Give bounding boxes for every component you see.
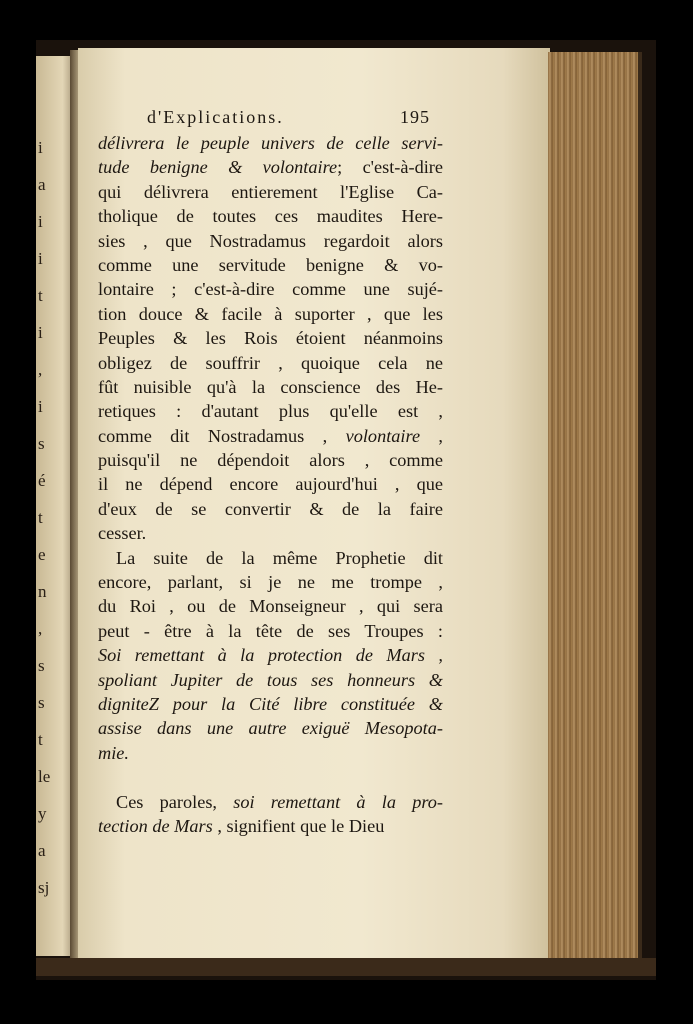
text-segment: La suite de la même Prophetie dit: [116, 547, 443, 568]
text-segment: digniteZ pour la Cité libre constituée &: [98, 693, 443, 714]
left-page-fragment: y: [38, 804, 47, 823]
text-segment: ,: [420, 425, 443, 446]
left-page-fragment: t: [38, 286, 43, 305]
text-line: [98, 180, 443, 204]
left-page-fragment: sj: [38, 878, 50, 897]
text-line: [98, 594, 443, 618]
text-segment: comme dit Nostradamus ,: [98, 425, 346, 446]
text-line: [98, 229, 443, 253]
left-page-fragment: i: [38, 212, 43, 231]
page-number: 195: [400, 107, 430, 127]
text-segment: cesser.: [98, 523, 147, 544]
text-segment: tholique de toutes ces maudites Here-: [98, 206, 443, 227]
text-segment: ; c'est-à-dire: [337, 157, 443, 178]
text-segment: tection de Mars: [98, 815, 213, 836]
text-line: [98, 692, 443, 716]
text-line: [98, 326, 443, 350]
book-spine-bottom: [36, 958, 656, 976]
text-line: [98, 619, 443, 643]
text-line: [98, 155, 443, 179]
text-line: [98, 351, 443, 375]
left-page-fragment: e: [38, 545, 46, 564]
left-page-fragment: le: [38, 767, 51, 786]
text-segment: d'eux de se convertir & de la faire: [98, 498, 443, 519]
text-line: [98, 790, 443, 814]
text-line: [98, 472, 443, 496]
text-segment: puisqu'il ne dépendoit alors , comme: [98, 450, 443, 471]
text-segment: retiques : d'autant plus qu'elle est ,: [98, 401, 443, 422]
text-line: [98, 302, 443, 326]
left-page-fragment: é: [38, 471, 46, 490]
text-line: [98, 448, 443, 472]
left-page-fragment: s: [38, 434, 45, 453]
text-segment: Peuples & les Rois étoient néanmoins: [98, 328, 443, 349]
left-page-fragment: t: [38, 508, 43, 527]
text-segment: du Roi , ou de Monseigneur , qui sera: [98, 596, 443, 617]
text-segment: peut - être à la tête de ses Troupes :: [98, 620, 443, 641]
text-segment: assise dans une autre exiguë Mesopota-: [98, 718, 443, 739]
left-page-fragment: ,: [38, 360, 43, 379]
text-segment: obligez de souffrir , quoique cela ne: [98, 352, 443, 373]
text-segment: Soi remettant à la protection de Mars ,: [98, 645, 443, 666]
text-segment: tion douce & facile à suporter , que les: [98, 303, 443, 324]
text-segment: il ne dépend encore aujourd'hui , que: [98, 474, 443, 495]
text-line: [98, 131, 443, 155]
text-line: [98, 253, 443, 277]
text-line: [98, 716, 443, 740]
text-segment: mie.: [98, 742, 129, 763]
left-page-fragment: i: [38, 249, 43, 268]
left-page-fragment: i: [38, 138, 43, 157]
text-segment: soi remettant à la pro-: [233, 791, 443, 812]
text-segment: comme une servitude benigne & vo-: [98, 254, 443, 275]
text-line: [98, 765, 443, 789]
text-segment: lontaire ; c'est-à-dire comme une sujé-: [98, 279, 443, 300]
left-page-fragment: a: [38, 841, 46, 860]
text-line: [98, 497, 443, 521]
text-segment: Ces paroles,: [116, 791, 234, 812]
text-line: [98, 643, 443, 667]
text-segment: spoliant Jupiter de tous ses honneurs &: [98, 669, 443, 690]
text-segment: fût nuisible qu'à la conscience des He-: [98, 376, 443, 397]
text-line: [98, 814, 443, 838]
text-segment: tude benigne & volontaire: [98, 157, 338, 178]
left-page-edge: [36, 56, 74, 956]
text-line: [98, 277, 443, 301]
text-line: [98, 399, 443, 423]
left-page-fragment: t: [38, 730, 43, 749]
left-page-fragment: ,: [38, 619, 43, 638]
body-text: [98, 131, 443, 838]
running-head-title: d'Explications.: [147, 107, 284, 127]
text-segment: délivrera le peuple univers de celle servi-: [98, 133, 443, 153]
left-page-fragment: i: [38, 397, 43, 416]
left-page-fragment: i: [38, 323, 43, 342]
text-segment: qui délivrera entierement l'Eglise Ca-: [98, 181, 443, 202]
text-line: [98, 521, 443, 545]
text-line: [98, 204, 443, 228]
text-line: [98, 424, 443, 448]
text-line: [98, 546, 443, 570]
text-line: [98, 741, 443, 765]
text-segment: encore, parlant, si je ne me trompe ,: [98, 572, 443, 593]
text-line: [98, 668, 443, 692]
left-page-fragment: s: [38, 656, 45, 675]
left-page-fragment: a: [38, 175, 46, 194]
page-block-edge: [548, 52, 642, 962]
text-line: [98, 375, 443, 399]
text-line: [98, 570, 443, 594]
text-segment: sies , que Nostradamus regardoit alors: [98, 230, 443, 251]
running-head: [147, 107, 430, 133]
text-segment: volontaire: [345, 425, 421, 446]
left-page-fragment: n: [38, 582, 47, 601]
left-page-fragment: s: [38, 693, 45, 712]
text-segment: , signifient que le Dieu: [212, 815, 385, 836]
